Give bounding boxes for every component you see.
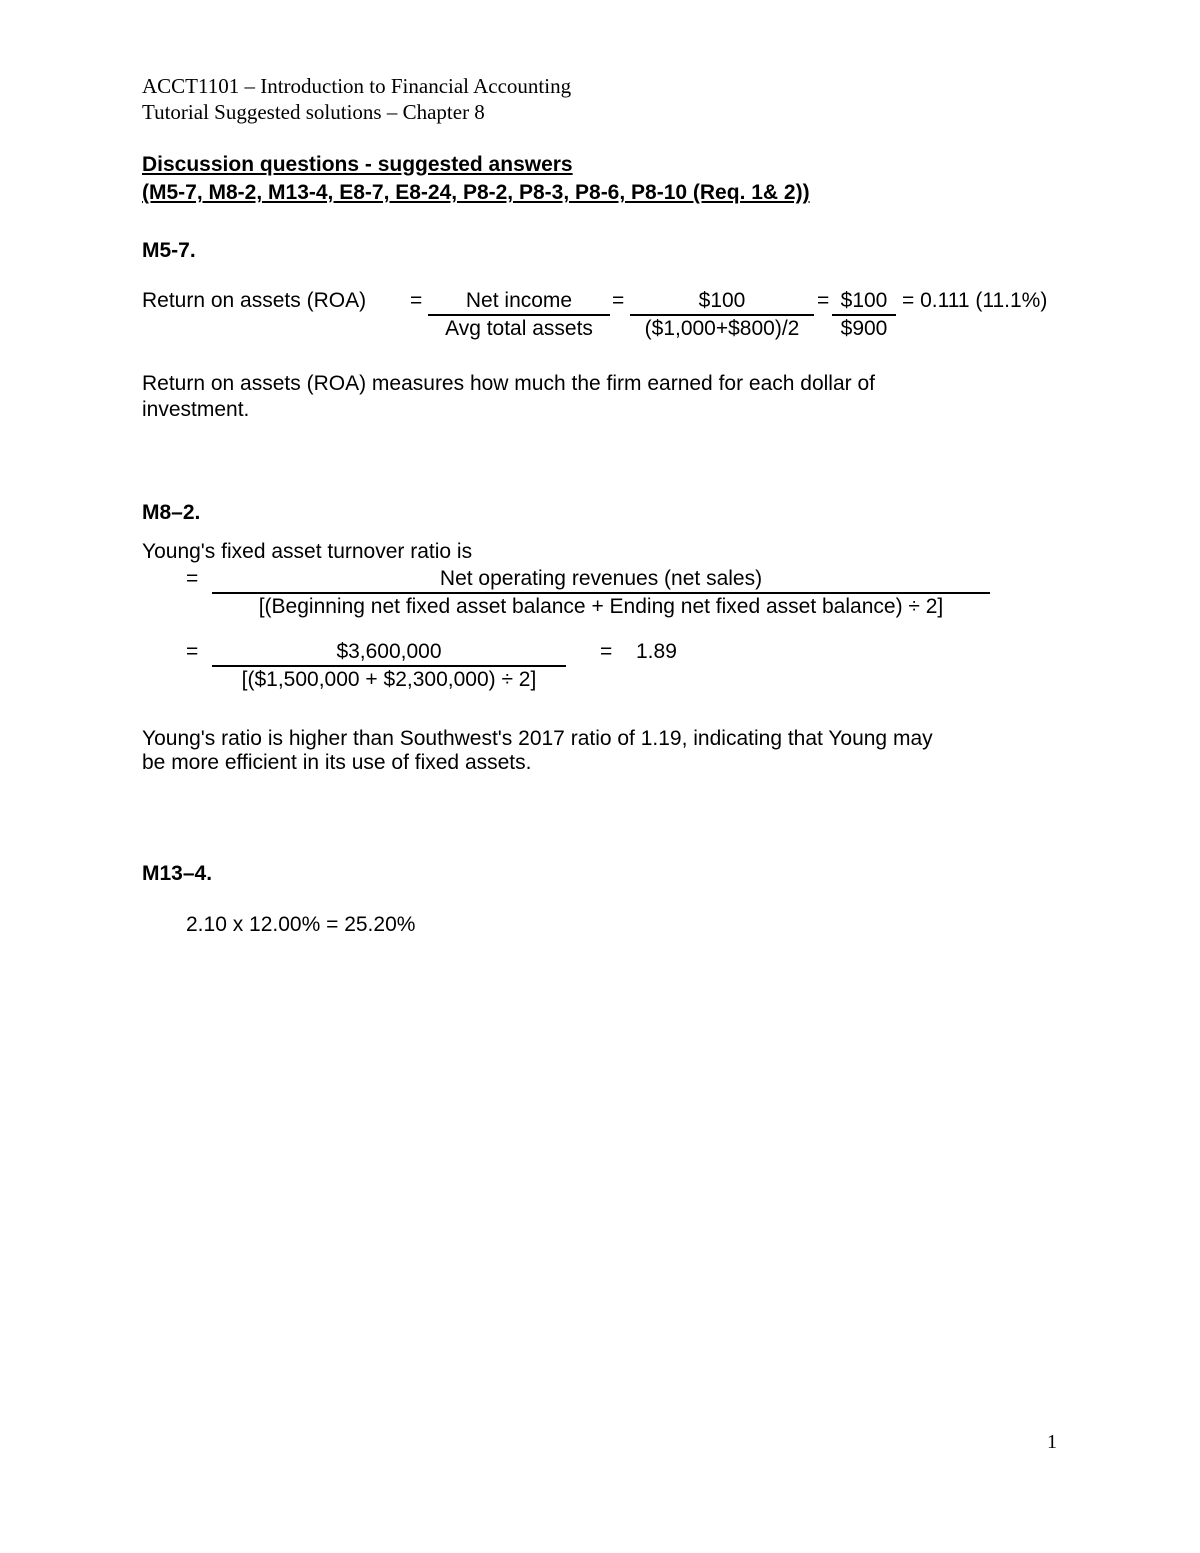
equals-sign: = [612, 289, 625, 312]
roa-simplified-denominator: $900 [840, 317, 888, 340]
roa-numerator-value: $100 [630, 289, 814, 316]
section-heading-m5-7: M5-7. [142, 239, 196, 262]
turnover-numerator-value: $3,600,000 [212, 640, 566, 667]
roa-numerator: Net income [428, 289, 610, 316]
equals-sign: = [600, 640, 613, 663]
section-heading-m13-4: M13–4. [142, 862, 213, 885]
roa-label: Return on assets (ROA) [142, 289, 367, 312]
page-number: 1 [1047, 1431, 1057, 1453]
roa-simplified-numerator: $100 [832, 289, 896, 316]
discussion-title: Discussion questions - suggested answers [142, 153, 573, 176]
course-title: ACCT1101 – Introduction to Financial Accounting [142, 74, 572, 98]
roa-result: = 0.111 (11.1%) [902, 289, 1048, 312]
turnover-result: 1.89 [636, 640, 677, 663]
roa-explanation-line-1: Return on assets (ROA) measures how much the firm earned for each dollar of [142, 372, 875, 395]
equals-sign: = [410, 289, 423, 312]
equals-sign: = [186, 640, 199, 663]
turnover-conclusion-line-1: Young's ratio is higher than Southwest's 2017 ratio of 1.19, indicating that Young may [142, 727, 933, 750]
equals-sign: = [817, 289, 830, 312]
discussion-question-list: (M5-7, M8-2, M13-4, E8-7, E8-24, P8-2, P8-3, P8-6, P8-10 (Req. 1& 2)) [142, 181, 810, 204]
turnover-conclusion-line-2: be more efficient in its use of fixed assets. [142, 751, 532, 774]
roa-denominator: Avg total assets [445, 317, 593, 340]
m13-4-formula: 2.10 x 12.00% = 25.20% [186, 913, 416, 936]
roa-denominator-value: ($1,000+$800)/2 [644, 317, 800, 340]
turnover-intro: Young's fixed asset turnover ratio is [142, 540, 473, 563]
document-subtitle: Tutorial Suggested solutions – Chapter 8 [142, 100, 485, 124]
turnover-numerator: Net operating revenues (net sales) [212, 567, 990, 594]
section-heading-m8-2: M8–2. [142, 501, 201, 524]
turnover-denominator-value: [($1,500,000 + $2,300,000) ÷ 2] [241, 668, 537, 691]
roa-explanation-line-2: investment. [142, 398, 250, 421]
turnover-denominator: [(Beginning net fixed asset balance + Ending net fixed asset balance) ÷ 2] [258, 595, 944, 618]
equals-sign: = [186, 567, 199, 590]
